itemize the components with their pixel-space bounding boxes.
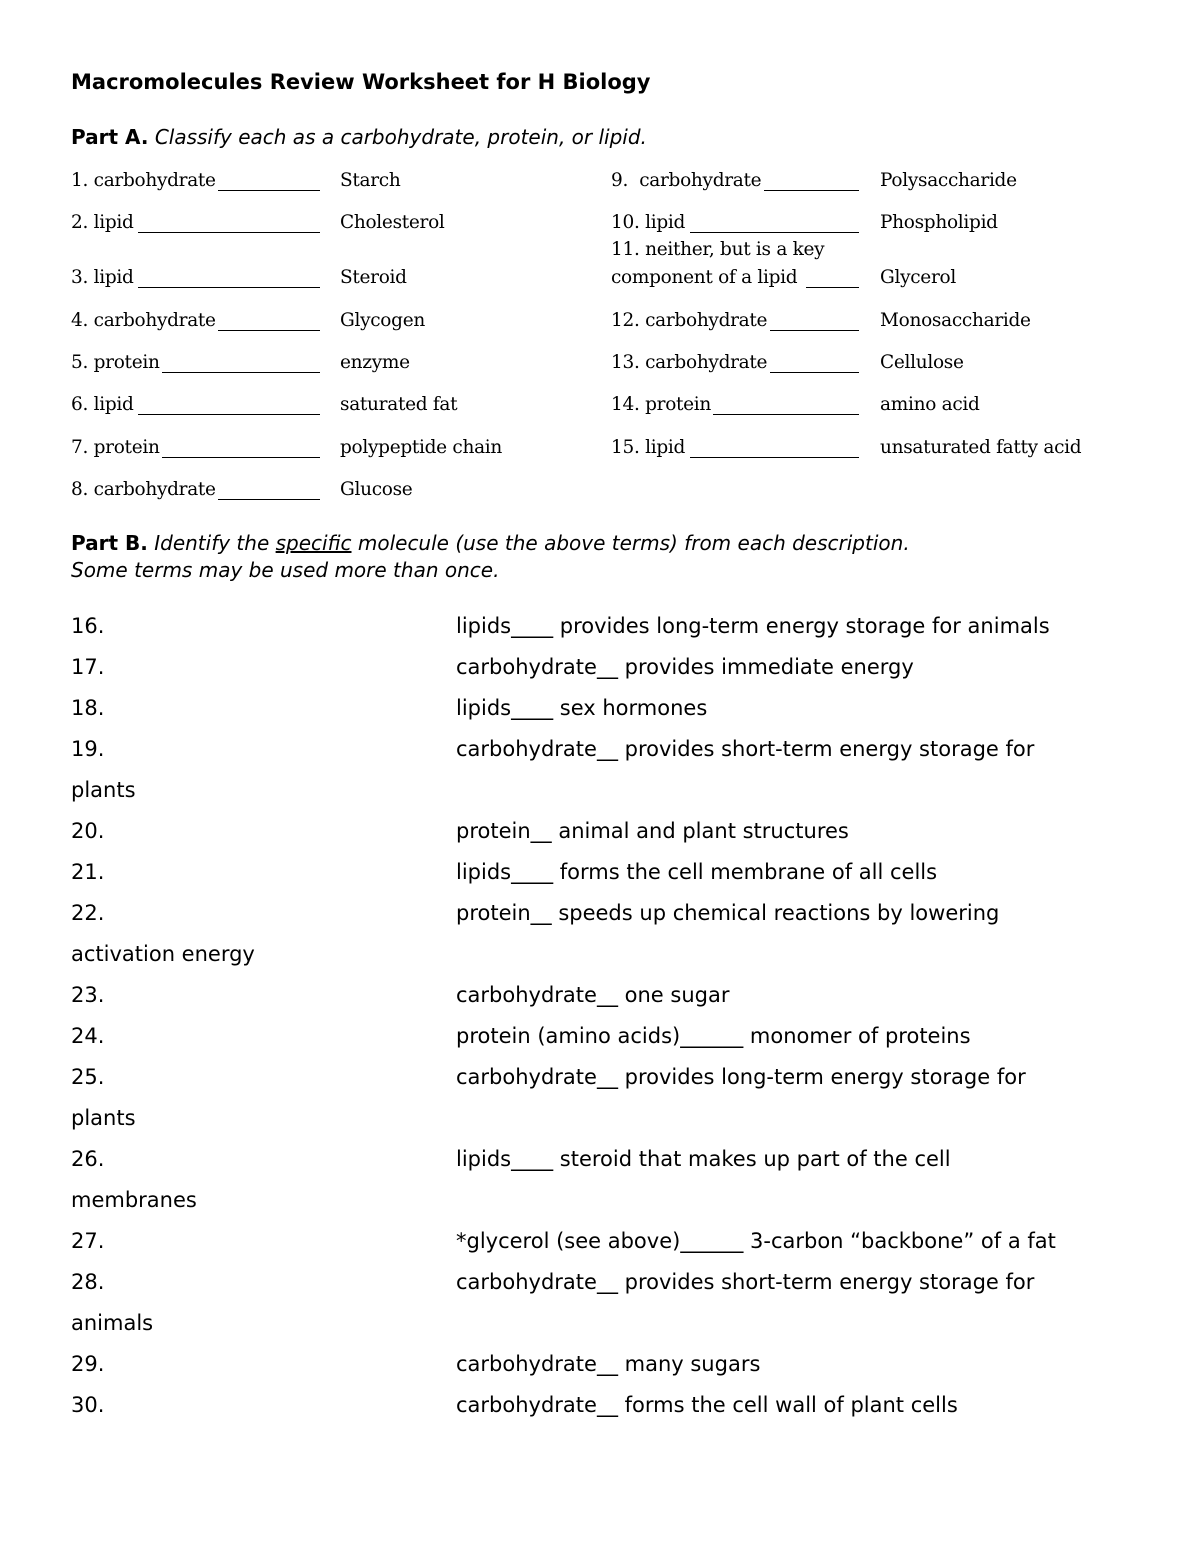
part-a-answer-line1: 11. neither, but is a key (611, 239, 825, 260)
item-number: 19. (71, 737, 105, 761)
item-number: 26. (71, 1147, 105, 1171)
item-description: lipids____ provides long-term energy storage for animals (456, 614, 1050, 638)
part-a-term: unsaturated fatty acid (880, 437, 1082, 458)
answer-underline (713, 414, 859, 415)
part-a-term: Steroid (340, 267, 407, 288)
instruction-text: Identify the (154, 531, 276, 555)
item-description: carbohydrate__ provides long-term energy storage for (456, 1065, 1026, 1089)
item-description: carbohydrate__ provides short-term energy storage for (456, 1270, 1035, 1294)
item-number: 30. (71, 1393, 105, 1417)
item-number: 24. (71, 1024, 105, 1048)
answer-underline (138, 414, 320, 415)
answer-underline (764, 190, 859, 191)
item-description: lipids____ steroid that makes up part of the cell (456, 1147, 951, 1171)
part-a-term: Glycogen (340, 310, 425, 331)
item-description: lipids____ sex hormones (456, 696, 708, 720)
item-description-continued: activation energy (71, 942, 255, 966)
part-a-answer: 12. carbohydrate (611, 310, 768, 331)
part-a-term: Monosaccharide (880, 310, 1031, 331)
item-number: 21. (71, 860, 105, 884)
answer-underline (770, 330, 859, 331)
instruction-text-line2: Some terms may be used more than once. (71, 558, 500, 582)
item-description-continued: plants (71, 1106, 136, 1130)
part-a-answer: 14. protein (611, 394, 712, 415)
item-description: protein__ animal and plant structures (456, 819, 849, 843)
part-b-label: Part B. (71, 531, 148, 555)
item-description: lipids____ forms the cell membrane of all cells (456, 860, 938, 884)
part-a-term: Cholesterol (340, 212, 445, 233)
part-a-answer: 7. protein (71, 437, 160, 458)
part-b-heading (71, 530, 1131, 584)
answer-underline (162, 457, 320, 458)
part-a-term: enzyme (340, 352, 410, 373)
answer-underline (162, 372, 320, 373)
part-a-answer: 3. lipid (71, 267, 134, 288)
item-description: carbohydrate__ one sugar (456, 983, 730, 1007)
answer-underline (138, 232, 320, 233)
item-description: protein__ speeds up chemical reactions by lowering (456, 901, 1000, 925)
part-a-answer: 8. carbohydrate (71, 479, 216, 500)
item-description-continued: animals (71, 1311, 154, 1335)
part-a-label: Part A. (71, 125, 149, 149)
part-a-term: polypeptide chain (340, 437, 503, 458)
answer-underline (138, 287, 320, 288)
part-a-term: Polysaccharide (880, 170, 1017, 191)
part-a-answer: 13. carbohydrate (611, 352, 768, 373)
item-description: carbohydrate__ many sugars (456, 1352, 761, 1376)
part-a-answer: 9. carbohydrate (611, 170, 762, 191)
item-number: 28. (71, 1270, 105, 1294)
part-a-term: Glycerol (880, 267, 956, 288)
part-a-term: Phospholipid (880, 212, 998, 233)
part-a-instruction: Classify each as a carbohydrate, protein, or lipid. (154, 125, 647, 149)
part-a-term: Cellulose (880, 352, 964, 373)
part-a-answer: 4. carbohydrate (71, 310, 216, 331)
part-a-term: Starch (340, 170, 401, 191)
instruction-text: molecule (use the above terms) from each description. (351, 531, 910, 555)
item-number: 27. (71, 1229, 105, 1253)
item-number: 18. (71, 696, 105, 720)
item-number: 20. (71, 819, 105, 843)
part-b-instruction (71, 531, 910, 582)
part-a-answer: 6. lipid (71, 394, 134, 415)
part-a-heading (71, 125, 647, 149)
answer-underline (218, 330, 320, 331)
part-a-answer: 5. protein (71, 352, 160, 373)
part-a-term: Glucose (340, 479, 413, 500)
part-a-answer: 10. lipid (611, 212, 686, 233)
instruction-underlined-word: specific (275, 531, 352, 555)
part-a-answer: 15. lipid (611, 437, 686, 458)
answer-underline (218, 499, 320, 500)
item-number: 23. (71, 983, 105, 1007)
item-description: carbohydrate__ provides immediate energy (456, 655, 914, 679)
item-number: 25. (71, 1065, 105, 1089)
item-description: carbohydrate__ forms the cell wall of plant cells (456, 1393, 958, 1417)
answer-underline (690, 232, 859, 233)
item-description-continued: membranes (71, 1188, 197, 1212)
answer-underline (690, 457, 859, 458)
item-description-continued: plants (71, 778, 136, 802)
item-number: 29. (71, 1352, 105, 1376)
part-a-answer: component of a lipid (611, 267, 798, 288)
page-title: Macromolecules Review Worksheet for H Biology (71, 70, 651, 94)
item-number: 17. (71, 655, 105, 679)
item-description: carbohydrate__ provides short-term energy storage for (456, 737, 1035, 761)
part-a-answer: 1. carbohydrate (71, 170, 216, 191)
part-a-term: saturated fat (340, 394, 458, 415)
item-description: *glycerol (see above)______ 3-carbon “backbone” of a fat (456, 1229, 1056, 1253)
part-a-term: amino acid (880, 394, 980, 415)
part-a-answer: 2. lipid (71, 212, 134, 233)
answer-underline (770, 372, 859, 373)
item-description: protein (amino acids)______ monomer of proteins (456, 1024, 971, 1048)
item-number: 16. (71, 614, 105, 638)
item-number: 22. (71, 901, 105, 925)
answer-underline (806, 287, 859, 288)
answer-underline (218, 190, 320, 191)
